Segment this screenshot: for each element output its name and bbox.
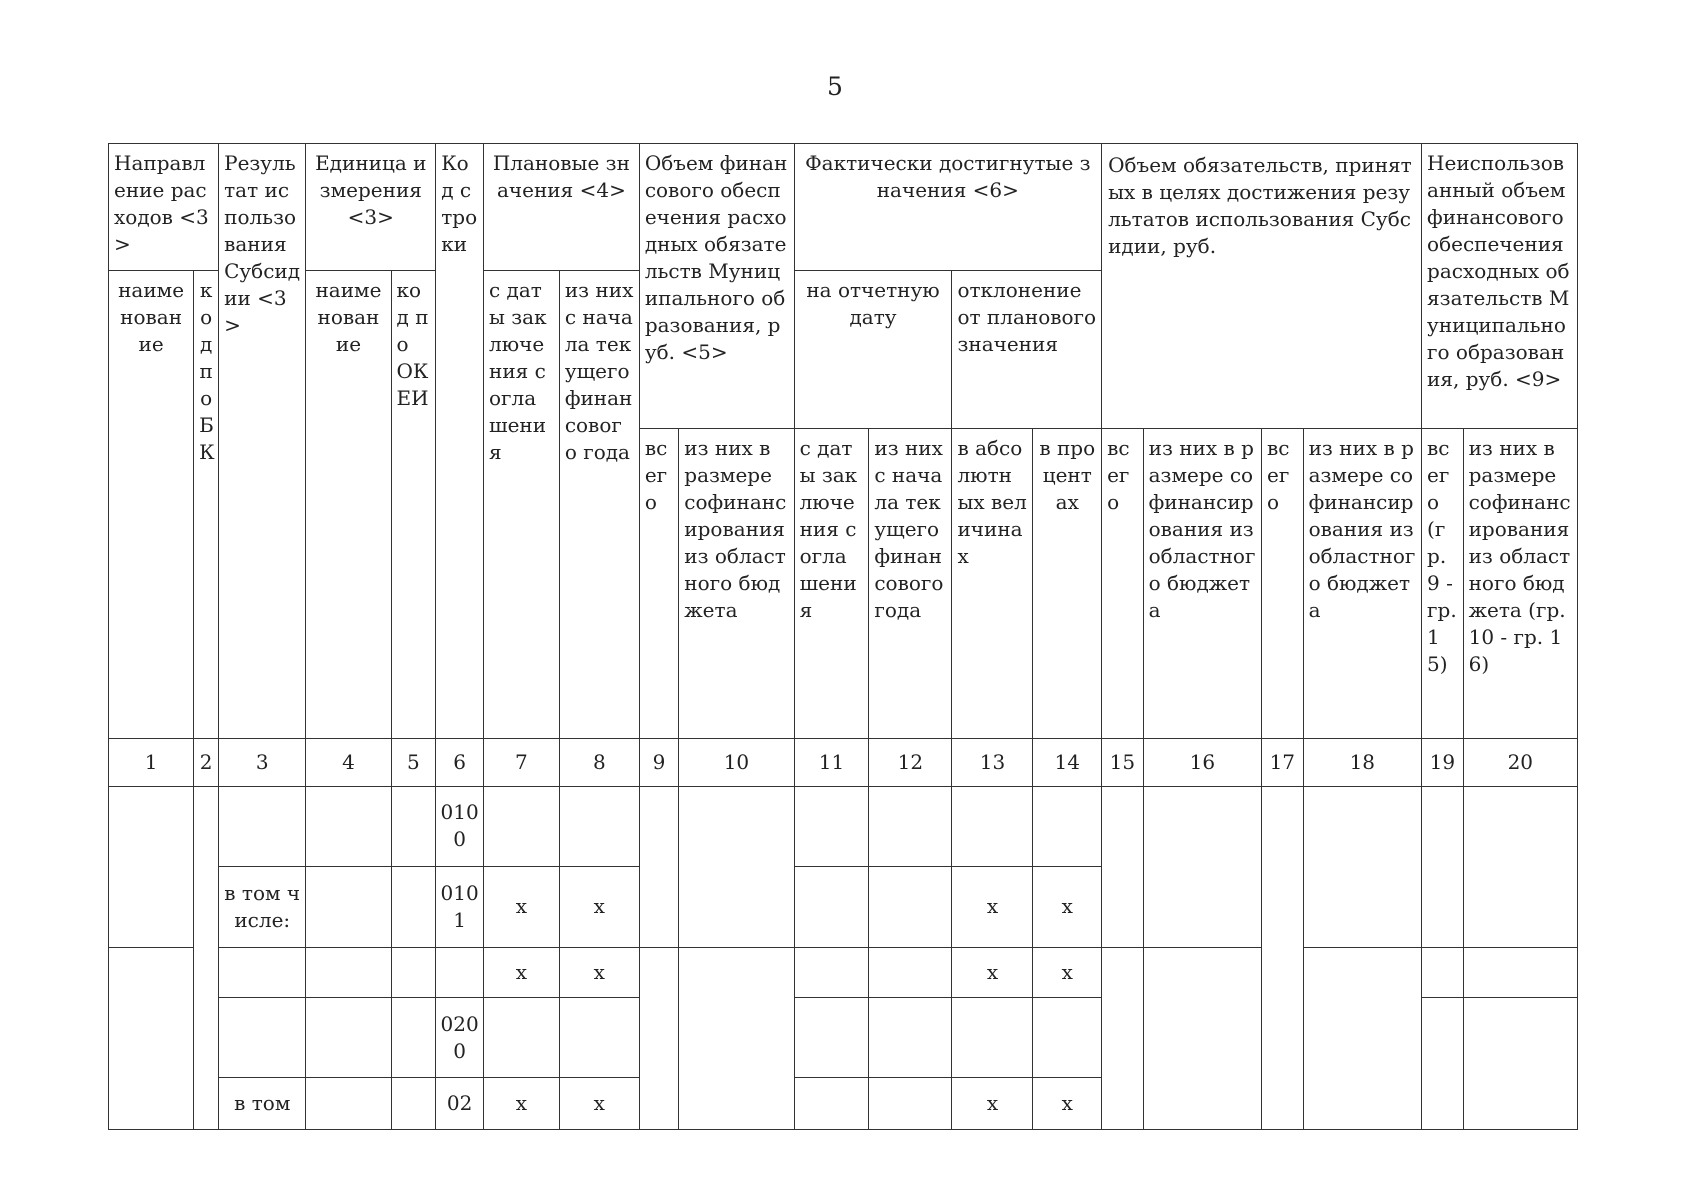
cell-planned-from-x: x xyxy=(483,866,559,948)
cell-mon-cofin xyxy=(1303,787,1421,948)
cell-actual-ytd xyxy=(869,1078,952,1130)
cell-actual-from xyxy=(794,997,869,1078)
header-planned: Плановые значения <4> xyxy=(483,144,639,271)
col-num-18: 18 xyxy=(1303,738,1421,787)
col-num-13: 13 xyxy=(952,738,1033,787)
cell-unit-name xyxy=(306,948,391,998)
cell-abs xyxy=(952,787,1033,866)
cell-actual-ytd xyxy=(869,997,952,1078)
col-num-14: 14 xyxy=(1033,738,1102,787)
cell-unused-total xyxy=(1422,948,1464,998)
cell-actual-from xyxy=(794,787,869,866)
cell-planned-ytd-x: x xyxy=(559,1078,639,1130)
col-num-10: 10 xyxy=(679,738,794,787)
cell-actual-ytd xyxy=(869,787,952,866)
cell-abs-x: x xyxy=(952,1078,1033,1130)
cell-actual-ytd xyxy=(869,948,952,998)
cell-abs xyxy=(952,997,1033,1078)
header-commit-block xyxy=(1102,144,1422,429)
cell-unused-cofin xyxy=(1463,997,1577,1129)
cell-planned-from-x: x xyxy=(483,948,559,998)
header-unused-cofin: из них в размере софинансирования из областного бюджета (гр. 10 - гр. 16) xyxy=(1463,428,1577,738)
cell-fin-cofin xyxy=(679,948,794,1130)
header-name: наименование xyxy=(109,270,194,738)
cell-fin-total xyxy=(639,787,678,948)
cell-unused-cofin xyxy=(1463,787,1577,948)
header-deviation: отклонение от планового значения xyxy=(952,270,1102,428)
header-planned-ytd: из них с начала текущего финансового года xyxy=(559,270,639,738)
cell-planned-ytd-x: x xyxy=(559,866,639,948)
cell-planned-ytd xyxy=(559,997,639,1078)
header-unit: Единица измерения <3> xyxy=(306,144,436,271)
header-unit-name: наименование xyxy=(306,270,391,738)
header-actual-date: на отчетную дату xyxy=(794,270,952,428)
cell-row-code: 0200 xyxy=(436,997,484,1078)
cell-pct-x: x xyxy=(1033,1078,1102,1130)
col-num-3: 3 xyxy=(219,738,306,787)
cell-actual-ytd xyxy=(869,866,952,948)
header-result: Результат использования Субсидии <3> xyxy=(219,144,306,739)
column-number-row xyxy=(109,738,1578,787)
cell-mon-cofin xyxy=(1303,948,1421,1130)
cell-mon-total xyxy=(1262,787,1304,1130)
header-okei: код по ОКЕИ xyxy=(391,270,436,738)
col-num-6: 6 xyxy=(436,738,484,787)
col-num-1: 1 xyxy=(109,738,194,787)
cell-pct-x: x xyxy=(1033,948,1102,998)
col-num-16: 16 xyxy=(1143,738,1261,787)
header-unused-total: всего (гр. 9 - гр. 15) xyxy=(1422,428,1464,738)
cell-planned-from xyxy=(483,997,559,1078)
cell-unused-total xyxy=(1422,787,1464,948)
table-row xyxy=(109,787,1578,866)
cell-abs-x: x xyxy=(952,866,1033,948)
cell-planned-ytd-x: x xyxy=(559,948,639,998)
header-planned-from: с даты заключения соглашения xyxy=(483,270,559,738)
header-actual: Фактически достигнутые значения <6> xyxy=(794,144,1101,271)
header-row-1 xyxy=(109,144,1578,271)
col-num-19: 19 xyxy=(1422,738,1464,787)
col-num-8: 8 xyxy=(559,738,639,787)
header-direction: Направление расходов <3> xyxy=(109,144,219,271)
cell-planned-ytd xyxy=(559,787,639,866)
cell-okei xyxy=(391,866,436,948)
cell-row-code xyxy=(436,948,484,998)
header-actual-ytd: из них с начала текущего финансового года xyxy=(869,428,952,738)
header-fin-volume: Объем финансового обеспечения расходных обязательств Муниципального образования, руб. <5> xyxy=(639,144,794,429)
cell-obl-total xyxy=(1102,948,1144,1130)
cell-fin-cofin xyxy=(679,787,794,948)
cell-including-label: в том xyxy=(219,1078,306,1130)
cell-result xyxy=(219,787,306,866)
cell-result xyxy=(219,997,306,1078)
cell-including-label: в том числе: xyxy=(219,866,306,948)
header-kbk: код по БК xyxy=(194,270,219,738)
cell-unit-name xyxy=(306,997,391,1078)
header-commit: Объем обязательств, принятых в целях достижения результатов использования Субсидии, руб. xyxy=(1108,153,1412,258)
cell-direction-name xyxy=(109,787,194,948)
header-row-code: Код строки xyxy=(436,144,484,739)
col-num-11: 11 xyxy=(794,738,869,787)
col-num-15: 15 xyxy=(1102,738,1144,787)
cell-row-code: 0100 xyxy=(436,787,484,866)
header-fin-total: всего xyxy=(639,428,678,738)
col-num-9: 9 xyxy=(639,738,678,787)
cell-planned-from xyxy=(483,787,559,866)
cell-obl-cofin xyxy=(1143,948,1261,1130)
cell-actual-from xyxy=(794,866,869,948)
cell-obl-total xyxy=(1102,787,1144,948)
cell-kbk xyxy=(194,787,219,1130)
cell-abs-x: x xyxy=(952,948,1033,998)
cell-planned-from-x: x xyxy=(483,1078,559,1130)
header-abs: в абсолютных величинах xyxy=(952,428,1033,738)
cell-pct-x: x xyxy=(1033,866,1102,948)
col-num-2: 2 xyxy=(194,738,219,787)
cell-direction-name xyxy=(109,948,194,1130)
cell-unit-name xyxy=(306,1078,391,1130)
header-unused: Неиспользованный объем финансового обеспечения расходных обязательств Муниципального образования, руб. <9> xyxy=(1422,144,1578,429)
cell-okei xyxy=(391,948,436,998)
cell-result xyxy=(219,948,306,998)
cell-row-code: 02 xyxy=(436,1078,484,1130)
cell-okei xyxy=(391,787,436,866)
col-num-5: 5 xyxy=(391,738,436,787)
cell-unused-total xyxy=(1422,997,1464,1129)
header-mon-cofin: из них в размере софинансирования из областного бюджета xyxy=(1303,428,1421,738)
cell-row-code: 0101 xyxy=(436,866,484,948)
col-num-7: 7 xyxy=(483,738,559,787)
header-obl-total: всего xyxy=(1102,428,1144,738)
cell-unused-cofin xyxy=(1463,948,1577,998)
cell-actual-from xyxy=(794,1078,869,1130)
col-num-12: 12 xyxy=(869,738,952,787)
cell-unit-name xyxy=(306,787,391,866)
header-actual-from: с даты заключения соглашения xyxy=(794,428,869,738)
cell-pct xyxy=(1033,787,1102,866)
cell-okei xyxy=(391,1078,436,1130)
header-fin-cofin: из них в размере софинансирования из областного бюджета xyxy=(679,428,794,738)
page-number: 5 xyxy=(827,72,843,101)
col-num-4: 4 xyxy=(306,738,391,787)
cell-pct xyxy=(1033,997,1102,1078)
cell-unit-name xyxy=(306,866,391,948)
table-row xyxy=(109,948,1578,998)
cell-fin-total xyxy=(639,948,678,1130)
col-num-20: 20 xyxy=(1463,738,1577,787)
cell-okei xyxy=(391,997,436,1078)
header-obl-cofin: из них в размере софинансирования из областного бюджета xyxy=(1143,428,1261,738)
cell-obl-cofin xyxy=(1143,787,1261,948)
report-table xyxy=(108,143,1578,1130)
header-pct: в процентах xyxy=(1033,428,1102,738)
header-mon-total: всего xyxy=(1262,428,1304,738)
col-num-17: 17 xyxy=(1262,738,1304,787)
cell-actual-from xyxy=(794,948,869,998)
